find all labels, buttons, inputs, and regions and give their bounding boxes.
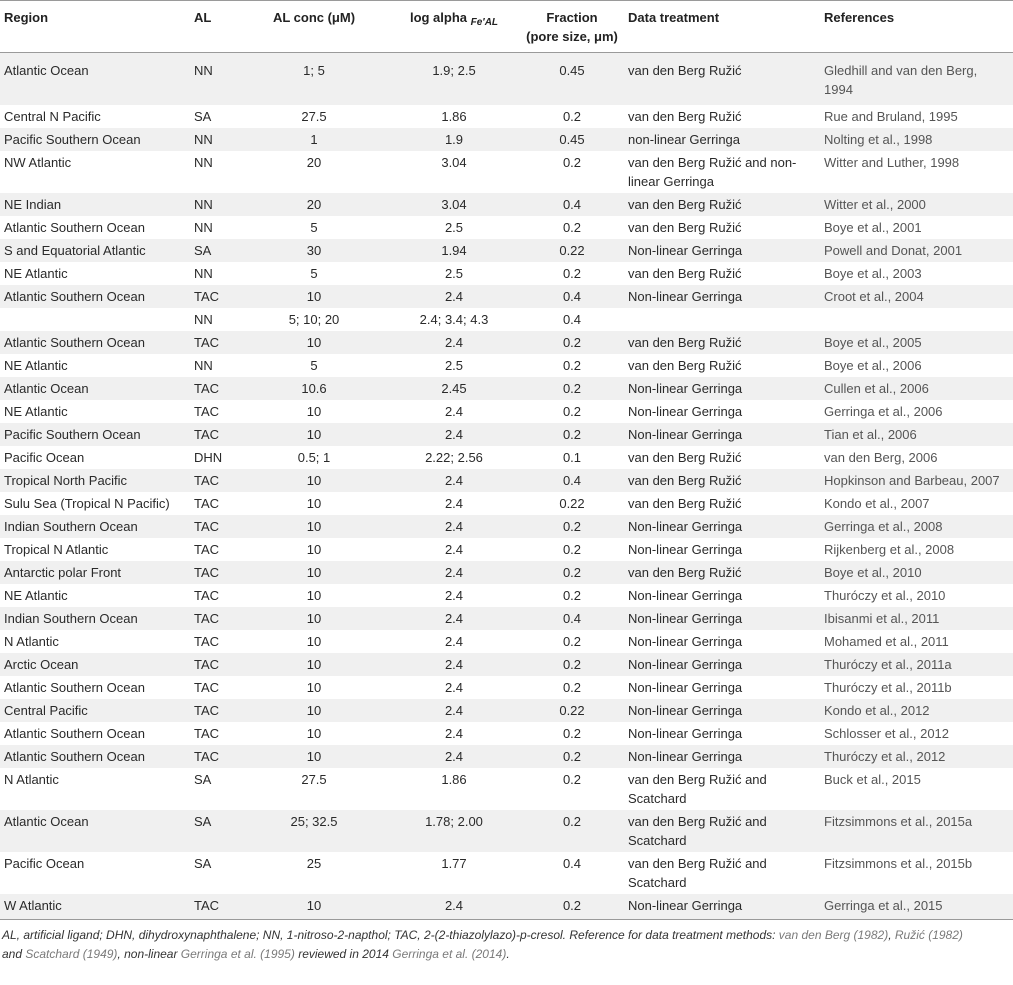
cell-data-treatment: Non-linear Gerringa: [624, 239, 820, 262]
cell-fraction: 0.45: [522, 53, 624, 106]
cell-region: [0, 308, 190, 331]
cell-al: NN: [190, 193, 242, 216]
cell-region: Central Pacific: [0, 699, 190, 722]
cell-fraction: 0.2: [522, 745, 624, 768]
cell-region: W Atlantic: [0, 894, 190, 920]
cell-fraction: 0.2: [522, 400, 624, 423]
cell-fraction: 0.2: [522, 105, 624, 128]
cell-data-treatment: van den Berg Ružić: [624, 469, 820, 492]
cell-log-alpha: 2.4: [388, 538, 522, 561]
cell-al: TAC: [190, 561, 242, 584]
cell-al: TAC: [190, 469, 242, 492]
header-fraction-text: Fraction: [546, 10, 598, 25]
cell-reference[interactable]: Boye et al., 2006: [820, 354, 1013, 377]
cell-reference[interactable]: Boye et al., 2010: [820, 561, 1013, 584]
cell-log-alpha: 2.5: [388, 216, 522, 239]
cell-al: NN: [190, 128, 242, 151]
cell-reference[interactable]: Thuróczy et al., 2011b: [820, 676, 1013, 699]
cell-log-alpha: 1.9; 2.5: [388, 53, 522, 106]
cell-data-treatment: van den Berg Ružić: [624, 446, 820, 469]
table-row: [0, 239, 1013, 262]
cell-al: NN: [190, 53, 242, 106]
cell-log-alpha: 1.86: [388, 768, 522, 810]
cell-log-alpha: 2.4: [388, 699, 522, 722]
cell-fraction: 0.2: [522, 354, 624, 377]
cell-al: TAC: [190, 331, 242, 354]
table-row: [0, 377, 1013, 400]
cell-fraction: 0.2: [522, 894, 624, 920]
cell-al-conc: 10: [242, 745, 388, 768]
cell-al: SA: [190, 768, 242, 810]
table-body: [0, 53, 1013, 920]
cell-fraction: 0.4: [522, 852, 624, 894]
footnote-text-3: and: [2, 947, 26, 961]
table-row: [0, 285, 1013, 308]
cell-region: Sulu Sea (Tropical N Pacific): [0, 492, 190, 515]
cell-fraction: 0.22: [522, 699, 624, 722]
cell-region: Atlantic Southern Ocean: [0, 285, 190, 308]
cell-data-treatment: Non-linear Gerringa: [624, 745, 820, 768]
cell-region: Atlantic Ocean: [0, 810, 190, 852]
cell-region: S and Equatorial Atlantic: [0, 239, 190, 262]
table-row: [0, 128, 1013, 151]
cell-log-alpha: 1.86: [388, 105, 522, 128]
cell-reference[interactable]: Schlosser et al., 2012: [820, 722, 1013, 745]
table-row: [0, 492, 1013, 515]
cell-al: TAC: [190, 538, 242, 561]
cell-data-treatment: Non-linear Gerringa: [624, 423, 820, 446]
cell-al-conc: 10: [242, 894, 388, 920]
cell-al-conc: 0.5; 1: [242, 446, 388, 469]
cell-log-alpha: 1.77: [388, 852, 522, 894]
cell-log-alpha: 1.94: [388, 239, 522, 262]
cell-log-alpha: 2.4: [388, 676, 522, 699]
cell-log-alpha: 3.04: [388, 193, 522, 216]
cell-reference[interactable]: Buck et al., 2015: [820, 768, 1013, 810]
cell-al: TAC: [190, 607, 242, 630]
cell-region: Atlantic Southern Ocean: [0, 676, 190, 699]
cell-al: NN: [190, 308, 242, 331]
cell-al: TAC: [190, 377, 242, 400]
cell-al-conc: 1; 5: [242, 53, 388, 106]
cell-region: Atlantic Ocean: [0, 377, 190, 400]
cell-data-treatment: Non-linear Gerringa: [624, 894, 820, 920]
cell-reference[interactable]: Witter and Luther, 1998: [820, 151, 1013, 193]
cell-fraction: 0.4: [522, 607, 624, 630]
cell-log-alpha: 2.45: [388, 377, 522, 400]
cell-log-alpha: 2.4: [388, 584, 522, 607]
cell-region: NE Atlantic: [0, 354, 190, 377]
cell-fraction: 0.45: [522, 128, 624, 151]
cell-log-alpha: 2.4: [388, 561, 522, 584]
cell-al-conc: 27.5: [242, 105, 388, 128]
cell-al: DHN: [190, 446, 242, 469]
cell-al-conc: 10: [242, 400, 388, 423]
cell-region: Central N Pacific: [0, 105, 190, 128]
cell-log-alpha: 2.4: [388, 894, 522, 920]
cell-region: NE Atlantic: [0, 262, 190, 285]
cell-reference[interactable]: van den Berg, 2006: [820, 446, 1013, 469]
cell-reference[interactable]: Croot et al., 2004: [820, 285, 1013, 308]
cell-al: SA: [190, 105, 242, 128]
cell-data-treatment: van den Berg Ružić and Scatchard: [624, 852, 820, 894]
header-references: References: [820, 1, 1013, 53]
table-row: [0, 745, 1013, 768]
cell-reference[interactable]: Rue and Bruland, 1995: [820, 105, 1013, 128]
cell-fraction: 0.1: [522, 446, 624, 469]
table-row: [0, 630, 1013, 653]
cell-al-conc: 10: [242, 331, 388, 354]
cell-data-treatment: Non-linear Gerringa: [624, 515, 820, 538]
cell-al: TAC: [190, 630, 242, 653]
table-row: [0, 810, 1013, 852]
cell-region: Tropical N Atlantic: [0, 538, 190, 561]
cell-al: SA: [190, 239, 242, 262]
cell-reference[interactable]: Witter et al., 2000: [820, 193, 1013, 216]
cell-al-conc: 10: [242, 423, 388, 446]
table-header: [0, 1, 1013, 53]
cell-al-conc: 5; 10; 20: [242, 308, 388, 331]
cell-al: TAC: [190, 285, 242, 308]
cell-al-conc: 5: [242, 354, 388, 377]
cell-fraction: 0.2: [522, 653, 624, 676]
cell-fraction: 0.2: [522, 584, 624, 607]
cell-al-conc: 5: [242, 262, 388, 285]
footnote-text-5: reviewed in 2014: [294, 947, 393, 961]
footnote-text-1: AL, artificial ligand; DHN, dihydroxynaphthalene; NN, 1-nitroso-2-napthol; TAC, 2-(2-thiazolylazo)-p-cresol. Reference for data treatment methods:: [2, 928, 779, 942]
cell-al-conc: 10: [242, 699, 388, 722]
cell-log-alpha: 2.4: [388, 745, 522, 768]
cell-data-treatment: van den Berg Ružić: [624, 492, 820, 515]
cell-data-treatment: van den Berg Ružić: [624, 105, 820, 128]
cell-region: Pacific Southern Ocean: [0, 128, 190, 151]
footnote-link-van-den-berg[interactable]: van den Berg (1982): [778, 928, 889, 942]
cell-log-alpha: 3.04: [388, 151, 522, 193]
cell-data-treatment: Non-linear Gerringa: [624, 285, 820, 308]
header-fraction-subtext: (pore size, μm): [526, 29, 618, 44]
cell-fraction: 0.2: [522, 262, 624, 285]
table-row: [0, 105, 1013, 128]
cell-log-alpha: 2.4: [388, 423, 522, 446]
cell-reference[interactable]: Mohamed et al., 2011: [820, 630, 1013, 653]
cell-data-treatment: [624, 308, 820, 331]
table-row: [0, 446, 1013, 469]
cell-log-alpha: 2.4: [388, 653, 522, 676]
table-row: [0, 469, 1013, 492]
cell-log-alpha: 2.4: [388, 469, 522, 492]
cell-reference[interactable]: Powell and Donat, 2001: [820, 239, 1013, 262]
cell-data-treatment: Non-linear Gerringa: [624, 377, 820, 400]
table-row: [0, 699, 1013, 722]
cell-log-alpha: 1.78; 2.00: [388, 810, 522, 852]
cell-log-alpha: 2.4: [388, 722, 522, 745]
table-row: [0, 400, 1013, 423]
cell-fraction: 0.22: [522, 239, 624, 262]
cell-fraction: 0.2: [522, 151, 624, 193]
cell-al-conc: 20: [242, 151, 388, 193]
cell-data-treatment: van den Berg Ružić: [624, 53, 820, 106]
table-row: [0, 722, 1013, 745]
cell-data-treatment: Non-linear Gerringa: [624, 630, 820, 653]
cell-log-alpha: 1.9: [388, 128, 522, 151]
cell-al: TAC: [190, 653, 242, 676]
cell-region: Antarctic polar Front: [0, 561, 190, 584]
cell-reference[interactable]: Boye et al., 2003: [820, 262, 1013, 285]
cell-region: NE Atlantic: [0, 584, 190, 607]
table-footnote: [0, 920, 1013, 964]
cell-fraction: 0.2: [522, 331, 624, 354]
table-row: [0, 584, 1013, 607]
cell-log-alpha: 2.4: [388, 630, 522, 653]
cell-data-treatment: Non-linear Gerringa: [624, 676, 820, 699]
cell-al: NN: [190, 354, 242, 377]
cell-region: Indian Southern Ocean: [0, 515, 190, 538]
cell-reference[interactable]: Thuróczy et al., 2011a: [820, 653, 1013, 676]
table-row: [0, 308, 1013, 331]
cell-fraction: 0.4: [522, 285, 624, 308]
cell-region: N Atlantic: [0, 630, 190, 653]
header-log-alpha: [388, 1, 522, 53]
cell-al: TAC: [190, 699, 242, 722]
cell-al-conc: 10: [242, 469, 388, 492]
cell-log-alpha: 2.4: [388, 285, 522, 308]
cell-al-conc: 10: [242, 653, 388, 676]
table-row: [0, 354, 1013, 377]
cell-region: Pacific Ocean: [0, 446, 190, 469]
cell-al-conc: 30: [242, 239, 388, 262]
cell-log-alpha: 2.5: [388, 262, 522, 285]
cell-log-alpha: 2.4: [388, 400, 522, 423]
table-row: [0, 515, 1013, 538]
cell-al-conc: 10: [242, 285, 388, 308]
cell-al-conc: 10: [242, 607, 388, 630]
table-row: [0, 653, 1013, 676]
cell-log-alpha: 2.4: [388, 515, 522, 538]
cell-reference[interactable]: Rijkenberg et al., 2008: [820, 538, 1013, 561]
footnote-text-6: .: [506, 947, 510, 961]
table-row: [0, 607, 1013, 630]
cell-data-treatment: Non-linear Gerringa: [624, 538, 820, 561]
cell-region: Atlantic Southern Ocean: [0, 331, 190, 354]
cell-al-conc: 20: [242, 193, 388, 216]
cell-log-alpha: 2.4: [388, 331, 522, 354]
cell-al-conc: 27.5: [242, 768, 388, 810]
table-row: [0, 262, 1013, 285]
cell-reference[interactable]: Fitzsimmons et al., 2015a: [820, 810, 1013, 852]
cell-fraction: 0.2: [522, 810, 624, 852]
cell-data-treatment: van den Berg Ružić: [624, 262, 820, 285]
header-log-alpha-text: log alpha: [409, 10, 468, 25]
cell-al-conc: 10: [242, 722, 388, 745]
cell-data-treatment: Non-linear Gerringa: [624, 400, 820, 423]
table-row: [0, 768, 1013, 810]
header-region: Region: [0, 1, 190, 53]
cell-fraction: 0.2: [522, 561, 624, 584]
cell-data-treatment: van den Berg Ružić: [624, 354, 820, 377]
cell-log-alpha: 2.4; 3.4; 4.3: [388, 308, 522, 331]
cell-fraction: 0.4: [522, 193, 624, 216]
cell-data-treatment: van den Berg Ružić: [624, 216, 820, 239]
cell-data-treatment: van den Berg Ružić: [624, 561, 820, 584]
cell-al: TAC: [190, 894, 242, 920]
table-row: [0, 331, 1013, 354]
cell-fraction: 0.2: [522, 377, 624, 400]
cell-data-treatment: van den Berg Ružić and Scatchard: [624, 810, 820, 852]
header-log-alpha-subscript: Fe′AL: [470, 17, 499, 28]
cell-data-treatment: Non-linear Gerringa: [624, 584, 820, 607]
cell-fraction: 0.2: [522, 216, 624, 239]
footnote-link-gerringa-2014[interactable]: Gerringa et al. (2014): [392, 947, 507, 961]
footnote-link-ruzic[interactable]: Ružić (1982): [894, 928, 963, 942]
cell-reference[interactable]: Gerringa et al., 2015: [820, 894, 1013, 920]
cell-region: Atlantic Southern Ocean: [0, 722, 190, 745]
cell-reference[interactable]: Gerringa et al., 2008: [820, 515, 1013, 538]
cell-data-treatment: Non-linear Gerringa: [624, 722, 820, 745]
footnote-link-scatchard[interactable]: Scatchard (1949): [25, 947, 118, 961]
table-row: [0, 676, 1013, 699]
header-al-conc: AL conc (μM): [242, 1, 388, 53]
cell-reference[interactable]: Gledhill and van den Berg, 1994: [820, 53, 1013, 106]
cell-al: TAC: [190, 423, 242, 446]
cell-data-treatment: Non-linear Gerringa: [624, 653, 820, 676]
cell-al: TAC: [190, 515, 242, 538]
table-row: [0, 894, 1013, 920]
footnote-link-gerringa-1995[interactable]: Gerringa et al. (1995): [180, 947, 295, 961]
cell-reference[interactable]: Hopkinson and Barbeau, 2007: [820, 469, 1013, 492]
cell-region: Pacific Southern Ocean: [0, 423, 190, 446]
footnote-text-2: ,: [888, 928, 895, 942]
cell-al-conc: 10: [242, 676, 388, 699]
cell-al: TAC: [190, 492, 242, 515]
cell-log-alpha: 2.4: [388, 492, 522, 515]
cell-data-treatment: Non-linear Gerringa: [624, 699, 820, 722]
cell-region: NE Indian: [0, 193, 190, 216]
cell-fraction: 0.2: [522, 768, 624, 810]
cell-region: N Atlantic: [0, 768, 190, 810]
cell-fraction: 0.4: [522, 308, 624, 331]
cell-reference[interactable]: [820, 308, 1013, 331]
cell-fraction: 0.4: [522, 469, 624, 492]
cell-al: TAC: [190, 676, 242, 699]
cell-region: Atlantic Ocean: [0, 53, 190, 106]
cell-reference[interactable]: Ibisanmi et al., 2011: [820, 607, 1013, 630]
cell-region: Atlantic Southern Ocean: [0, 216, 190, 239]
table-row: [0, 53, 1013, 106]
cell-reference[interactable]: Nolting et al., 1998: [820, 128, 1013, 151]
table-row: [0, 193, 1013, 216]
cell-region: Atlantic Southern Ocean: [0, 745, 190, 768]
cell-reference[interactable]: Gerringa et al., 2006: [820, 400, 1013, 423]
cell-region: Arctic Ocean: [0, 653, 190, 676]
header-al: AL: [190, 1, 242, 53]
cell-reference[interactable]: Kondo et al., 2007: [820, 492, 1013, 515]
table-row: [0, 538, 1013, 561]
cell-region: NE Atlantic: [0, 400, 190, 423]
table-row: [0, 151, 1013, 193]
table-row: [0, 423, 1013, 446]
cell-al-conc: 10: [242, 538, 388, 561]
cell-fraction: 0.22: [522, 492, 624, 515]
cell-al-conc: 5: [242, 216, 388, 239]
cell-al-conc: 25; 32.5: [242, 810, 388, 852]
cell-al: SA: [190, 810, 242, 852]
table-row: [0, 852, 1013, 894]
cell-fraction: 0.2: [522, 538, 624, 561]
cell-data-treatment: van den Berg Ružić and Scatchard: [624, 768, 820, 810]
header-fraction: [522, 1, 624, 53]
cell-region: Tropical North Pacific: [0, 469, 190, 492]
cell-data-treatment: van den Berg Ružić and non-linear Gerringa: [624, 151, 820, 193]
cell-data-treatment: van den Berg Ružić: [624, 331, 820, 354]
cell-al: NN: [190, 262, 242, 285]
cell-reference[interactable]: Kondo et al., 2012: [820, 699, 1013, 722]
cell-al: TAC: [190, 584, 242, 607]
header-data-treatment: Data treatment: [624, 1, 820, 53]
footnote-text-4: , non-linear: [117, 947, 181, 961]
cell-log-alpha: 2.22; 2.56: [388, 446, 522, 469]
cell-region: Pacific Ocean: [0, 852, 190, 894]
cell-fraction: 0.2: [522, 722, 624, 745]
cell-reference[interactable]: Fitzsimmons et al., 2015b: [820, 852, 1013, 894]
table-row: [0, 561, 1013, 584]
cell-al-conc: 1: [242, 128, 388, 151]
cell-al-conc: 10: [242, 630, 388, 653]
cell-region: NW Atlantic: [0, 151, 190, 193]
cell-fraction: 0.2: [522, 515, 624, 538]
cell-al: TAC: [190, 745, 242, 768]
cell-al: TAC: [190, 400, 242, 423]
table-row: [0, 216, 1013, 239]
cell-fraction: 0.2: [522, 423, 624, 446]
cell-reference[interactable]: Boye et al., 2001: [820, 216, 1013, 239]
cell-data-treatment: non-linear Gerringa: [624, 128, 820, 151]
cell-log-alpha: 2.5: [388, 354, 522, 377]
cell-al: TAC: [190, 722, 242, 745]
cell-region: Indian Southern Ocean: [0, 607, 190, 630]
cell-al-conc: 25: [242, 852, 388, 894]
cell-reference[interactable]: Boye et al., 2005: [820, 331, 1013, 354]
cell-data-treatment: van den Berg Ružić: [624, 193, 820, 216]
cell-reference[interactable]: Cullen et al., 2006: [820, 377, 1013, 400]
cell-al-conc: 10: [242, 492, 388, 515]
cell-al-conc: 10: [242, 584, 388, 607]
cell-al: NN: [190, 151, 242, 193]
cell-log-alpha: 2.4: [388, 607, 522, 630]
cell-fraction: 0.2: [522, 676, 624, 699]
cell-fraction: 0.2: [522, 630, 624, 653]
cell-reference[interactable]: Thuróczy et al., 2010: [820, 584, 1013, 607]
cell-al-conc: 10.6: [242, 377, 388, 400]
cell-reference[interactable]: Thuróczy et al., 2012: [820, 745, 1013, 768]
cell-al-conc: 10: [242, 515, 388, 538]
cell-reference[interactable]: Tian et al., 2006: [820, 423, 1013, 446]
cell-al: SA: [190, 852, 242, 894]
cell-al-conc: 10: [242, 561, 388, 584]
cell-al: NN: [190, 216, 242, 239]
cell-data-treatment: Non-linear Gerringa: [624, 607, 820, 630]
